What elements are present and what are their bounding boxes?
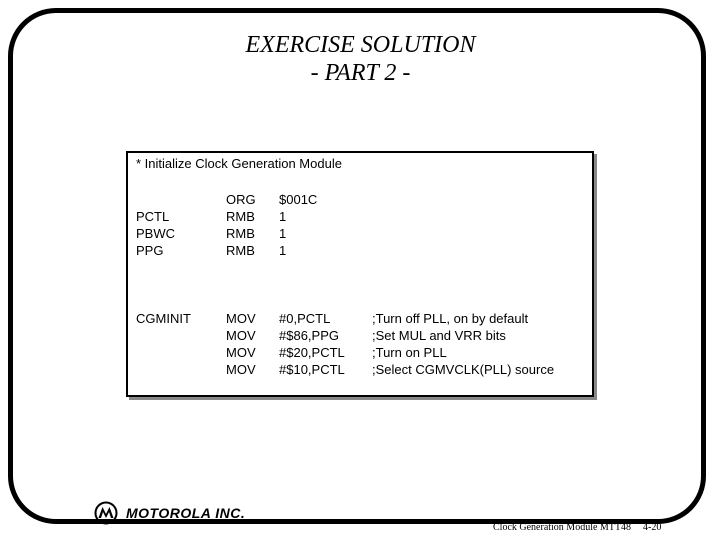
code-operand: #$86,PPG [279, 328, 339, 343]
code-operand: #$20,PCTL [279, 345, 345, 360]
motorola-batwing-icon [94, 501, 118, 525]
page-number: 4-20 [643, 522, 662, 533]
logo-text: MOTOROLA INC. [126, 505, 246, 521]
code-op: MOV [226, 362, 256, 377]
title-line-1: EXERCISE SOLUTION [245, 32, 476, 58]
code-operand: #0,PCTL [279, 311, 331, 326]
slide-title [0, 31, 721, 87]
code-op: MOV [226, 345, 256, 360]
code-operand: 1 [279, 209, 287, 224]
code-op: RMB [226, 243, 255, 258]
code-line-comment: ;Set MUL and VRR bits [372, 328, 506, 343]
code-operand: $001C [279, 192, 318, 207]
code-label: PCTL [136, 209, 170, 224]
code-operand: 1 [279, 243, 287, 258]
motorola-logo [94, 499, 245, 527]
code-label: PPG [136, 243, 164, 258]
code-label: CGMINIT [136, 311, 191, 326]
code-op: MOV [226, 311, 256, 326]
code-line-comment: ;Select CGMVCLK(PLL) source [372, 362, 555, 377]
code-op: MOV [226, 328, 256, 343]
code-listing [126, 151, 594, 397]
code-op: RMB [226, 226, 255, 241]
code-comment: * Initialize Clock Generation Module [136, 156, 342, 171]
title-line-2: - PART 2 - [310, 60, 411, 86]
code-operand: #$10,PCTL [279, 362, 345, 377]
code-line-comment: ;Turn off PLL, on by default [372, 311, 529, 326]
code-operand: 1 [279, 226, 287, 241]
code-op: ORG [226, 192, 256, 207]
code-op: RMB [226, 209, 255, 224]
code-line-comment: ;Turn on PLL [372, 345, 447, 360]
footer-caption: Clock Generation Module MTT48 [493, 522, 632, 533]
code-label: PBWC [136, 226, 175, 241]
